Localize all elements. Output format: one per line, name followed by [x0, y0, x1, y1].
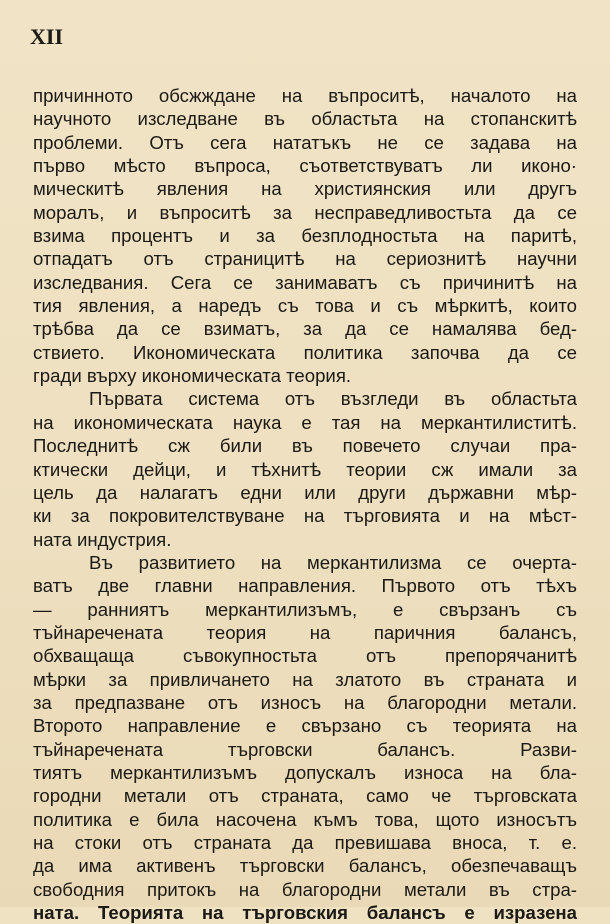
text-line: изследвания. Сега се занимаватъ съ причинитѣ на	[33, 271, 577, 293]
page-number: XII	[30, 24, 64, 49]
text-line: тъйнаречената теория на паричния балансъ,	[33, 621, 577, 643]
text-line: взима процентъ и за безплодностьта на паритѣ,	[33, 225, 577, 247]
text-line: ствието. Икономическата политика започва да се	[33, 341, 577, 363]
text-line: ки за покровителствуване на търговията и на мѣст-	[33, 505, 577, 527]
text-line: мическитѣ явления на християнския или другъ	[33, 178, 577, 200]
text-line: ватъ две главни направления. Първото отъ тѣхъ	[33, 575, 577, 597]
text-line: да има активенъ търговски балансъ, обезпечаващъ	[33, 855, 577, 877]
text-line: политика е била насочена къмъ това, щото износътъ	[33, 808, 577, 830]
text-line: гради върху икономическата теория.	[33, 365, 352, 387]
text-line: ната. Теорията на търговския балансъ е изразена	[33, 902, 577, 924]
text-line: городни метали отъ страната, само че търговската	[33, 785, 577, 807]
text-line: научното изследване въ областьта на стопанскитѣ	[33, 108, 577, 130]
text-line: Въ развитието на меркантилизма се очерта-	[89, 551, 577, 573]
text-line: тиятъ меркантилизъмъ допускалъ износа на бла-	[33, 761, 577, 783]
text-line: — ранниятъ меркантилизъмъ, е свързанъ съ	[33, 598, 577, 620]
text-line: Последнитѣ сж били въ повечето случаи пра-	[33, 435, 577, 457]
text-line: цель да налагатъ едни или други държавни мѣр-	[33, 481, 577, 503]
text-line: на стоки отъ страната да превишава вноса, т. е.	[33, 832, 577, 853]
text-line: трѣбва да се взиматъ, за да се намалява бед-	[33, 318, 577, 340]
text-line: тия явления, а наредъ съ това и съ мѣркитѣ, които	[33, 295, 577, 317]
body-text	[33, 84, 577, 924]
text-line: за предпазване отъ износъ на благородни метали.	[33, 691, 577, 713]
text-line: обхващаща съвокупностьта отъ препорячанитѣ	[33, 645, 577, 667]
text-line: мѣрки за привличането на златото въ страната и	[33, 668, 577, 690]
text-line: моралъ, и въпроситѣ за несправедливостьта да се	[33, 201, 577, 223]
text-line: Второто направление е свързано съ теорията на	[33, 715, 577, 737]
text-line: ктически дейци, и тѣхнитѣ теории сж имали за	[33, 458, 577, 480]
text-line: ната индустрия.	[33, 528, 172, 550]
text-line: проблеми. Отъ сега нататъкъ не се задава на	[33, 131, 577, 153]
text-line: свободния притокъ на благородни метали въ стра-	[33, 878, 577, 900]
text-line: първо мѣсто въпроса, съответствуватъ ли иконо·	[33, 155, 577, 177]
text-line: отпадатъ отъ страницитѣ на сериознитѣ научни	[33, 248, 577, 270]
text-line: Първата система отъ възгледи въ областьта	[89, 388, 577, 410]
text-line: на икономическата наука е тая на меркантилиститѣ.	[33, 411, 577, 433]
text-line: тъйнаречената търговски балансъ. Разви-	[33, 738, 577, 760]
text-line: причинното обсжждане на въпроситѣ, началото на	[33, 85, 577, 106]
